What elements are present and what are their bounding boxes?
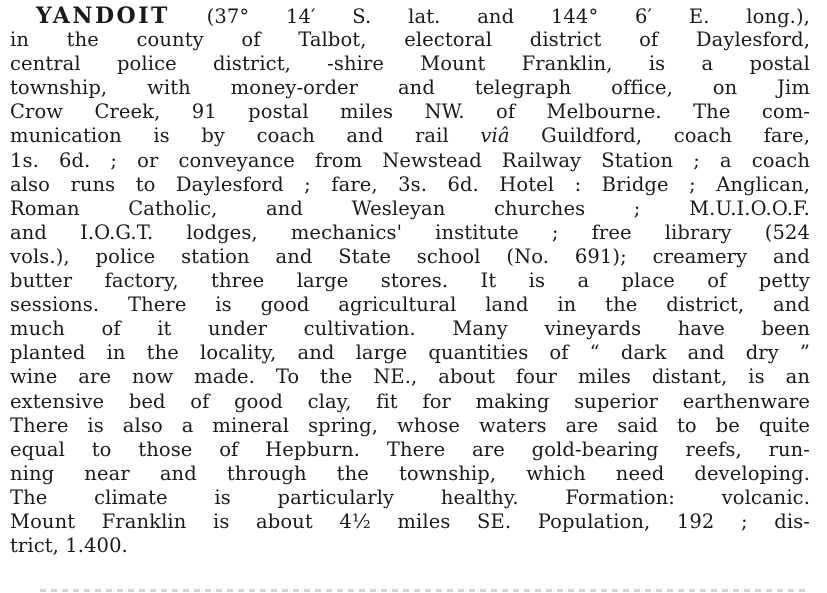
entry-line-19: equal to those of Hepburn. There are gold-bearing reefs, run-: [10, 437, 810, 461]
gazetteer-entry: [10, 4, 810, 558]
entry-line-6-start: munication is by coach and rail: [10, 124, 449, 148]
entry-line-7: 1s. 6d. ; or conveyance from Newstead Railway Station ; a coach: [10, 148, 810, 172]
entry-line-10: and I.O.G.T. lodges, mechanics' institute ; free library (524: [10, 220, 810, 244]
entry-line-22: Mount Franklin is about 4½ miles SE. Population, 192 ; dis-: [10, 509, 810, 533]
entry-line-16: wine are now made. To the NE., about four miles distant, is an: [10, 365, 810, 389]
entry-line-6-end: Guildford, coach fare,: [541, 124, 810, 148]
next-entry-cutoff-edge: [40, 589, 807, 592]
entry-line-13: sessions. There is good agricultural land in the district, and: [10, 293, 810, 317]
entry-line-15: planted in the locality, and large quantities of “ dark and dry ”: [10, 341, 810, 365]
entry-line-23: trict, 1.400.: [10, 534, 128, 558]
entry-line-9: Roman Catholic, and Wesleyan churches ; M.U.I.O.O.F.: [10, 196, 810, 220]
coordinates: (37° 14′ S. lat. and 144° 6′ E. long.),: [206, 5, 810, 28]
entry-line-18: There is also a mineral spring, whose waters are said to be quite: [10, 413, 810, 437]
italic-via: viâ: [480, 124, 510, 148]
entry-line-21: The climate is particularly healthy. Formation: volcanic.: [10, 485, 810, 509]
entry-line-17: extensive bed of good clay, fit for making superior earthenware: [10, 389, 810, 413]
entry-line-11: vols.), police station and State school (No. 691); creamery and: [10, 244, 810, 268]
entry-line-1: [10, 4, 810, 28]
entry-line-20: ning near and through the township, which need developing.: [10, 461, 810, 485]
entry-line-5: Crow Creek, 91 postal miles NW. of Melbourne. The com-: [10, 100, 810, 124]
entry-line-12: butter factory, three large stores. It is a place of petty: [10, 269, 810, 293]
entry-line-4: township, with money-order and telegraph office, on Jim: [10, 76, 810, 100]
entry-line-2: in the county of Talbot, electoral district of Daylesford,: [10, 28, 810, 52]
headword: YANDOIT: [36, 3, 170, 29]
entry-line-8: also runs to Daylesford ; fare, 3s. 6d. Hotel : Bridge ; Anglican,: [10, 172, 810, 196]
entry-line-3: central police district, -shire Mount Franklin, is a postal: [10, 52, 810, 76]
entry-line-6: [10, 124, 810, 148]
entry-line-14: much of it under cultivation. Many vineyards have been: [10, 317, 810, 341]
